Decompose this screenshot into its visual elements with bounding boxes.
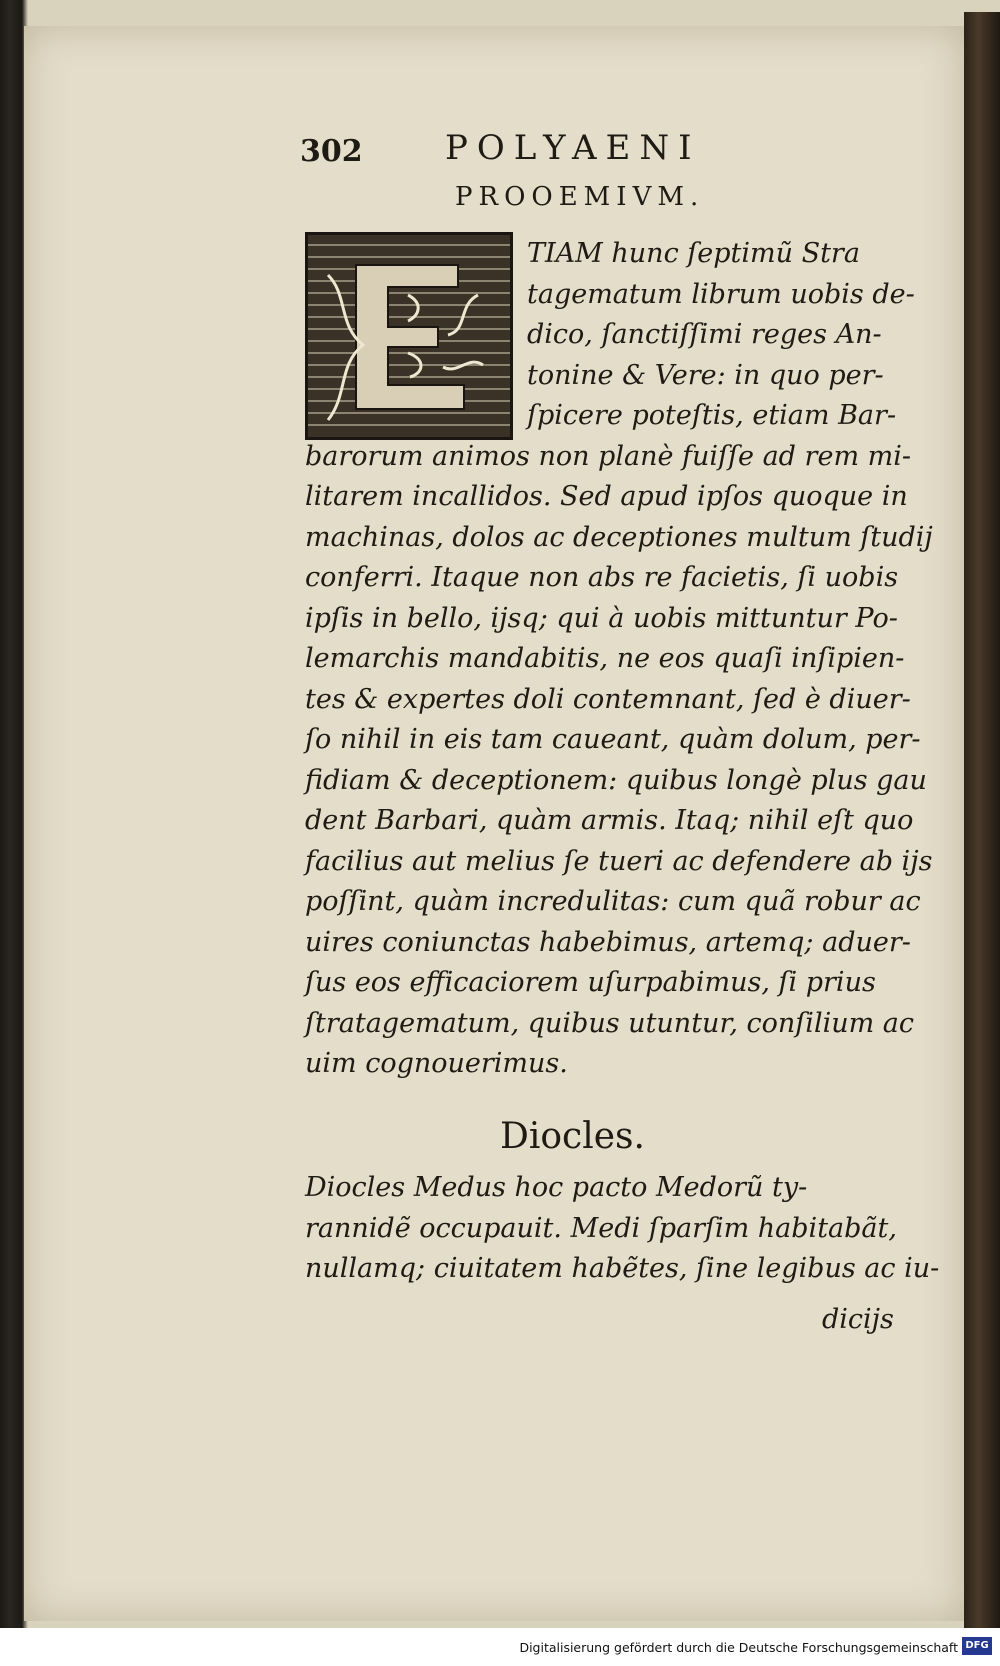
text-line: conferri. Itaque non abs re facietis, ſi uobis (305, 562, 899, 593)
dfg-logo: DFG (962, 1637, 992, 1655)
text-line: uim cognouerimus. (305, 1048, 568, 1079)
text-line: facilius aut melius ſe tueri ac defendere ab ijs (305, 845, 933, 877)
text-line: nullamq; ciuitatem habẽtes, ſine legibus ac iu- (305, 1253, 940, 1284)
text-line: TIAM hunc ſeptimũ Stra (527, 238, 860, 269)
footer-bar (0, 1628, 1000, 1666)
text-line: barorum animos non planè fuiſſe ad rem mi- (305, 440, 911, 472)
text-line: ipſis in bello, ijsq; qui à uobis mittuntur Po- (305, 602, 898, 634)
proem-text (305, 234, 933, 1085)
text-line: dent Barbari, quàm armis. Itaq; nihil eſt quo (305, 805, 914, 836)
text-line: lemarchis mandabitis, ne eos quaſi inſipien- (305, 643, 905, 674)
page-number: 302 (300, 134, 363, 169)
diocles-text (305, 1168, 940, 1290)
text-line: ſpicere poteſtis, etiam Bar- (527, 400, 897, 431)
catchword: dicijs (822, 1304, 894, 1335)
text-line: tes & expertes doli contemnant, ſed è diuer- (305, 683, 911, 715)
page-right-edge (964, 12, 1000, 1628)
chapter-heading: Diocles. (500, 1116, 645, 1157)
text-line: Diocles Medus hoc pacto Medorũ ty- (305, 1172, 808, 1203)
text-line: ſo nihil in eis tam caueant, quàm dolum, per- (305, 724, 921, 755)
text-line: machinas, dolos ac deceptiones multum ſtudij (305, 521, 933, 553)
footer-credit: Digitalisierung gefördert durch die Deutsche Forschungsgemeinschaft (519, 1640, 958, 1655)
text-line: ſtratagematum, quibus utuntur, conſilium ac (305, 1007, 915, 1039)
text-line: litarem incallidos. Sed apud ipſos quoque in (305, 481, 908, 512)
text-line: uires coniunctas habebimus, artemq; aduer- (305, 926, 911, 958)
page-header (300, 128, 860, 168)
text-line: dico, ſanctiſſimi reges An- (527, 319, 882, 350)
text-line: poſſint, quàm incredulitas: cum quã robur ac (305, 886, 921, 917)
text-line: tonine & Vere: in quo per- (527, 359, 884, 391)
text-line: fidiam & deceptionem: quibus longè plus gau (305, 764, 927, 796)
text-line: ſus eos efficaciorem uſurpabimus, ſi prius (305, 967, 876, 998)
text-line: tagematum librum uobis de- (527, 278, 915, 310)
text-line: rannidẽ occupauit. Medi ſparſim habitabãt, (305, 1212, 897, 1244)
section-title: PROOEMIVM. (455, 182, 705, 212)
running-head: POLYAENI (445, 128, 701, 168)
